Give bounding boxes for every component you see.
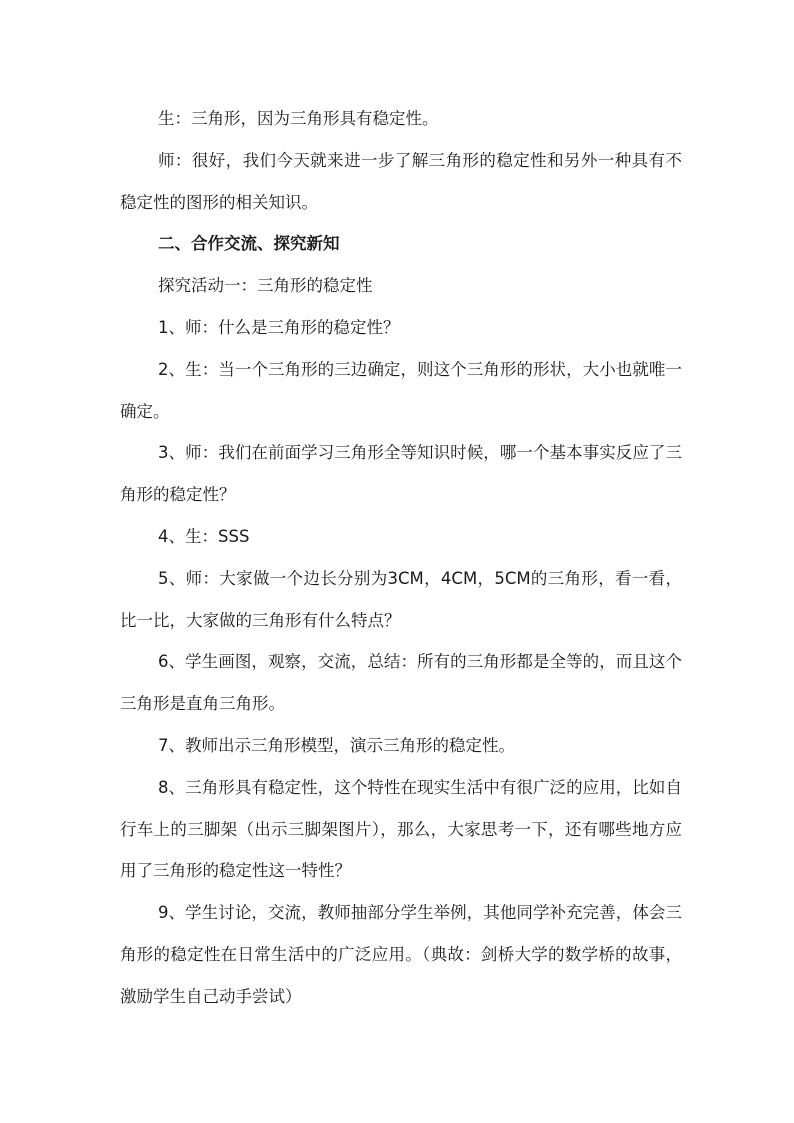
list-item-7: 7、教师出示三角形模型，演示三角形的稳定性。 [158,735,515,755]
document-body [120,98,682,1018]
list-item-1: 1、师：什么是三角形的稳定性？ [158,317,400,337]
section-heading: 二、合作交流、探究新知 [158,234,340,254]
list-item-5: 5、师：大家做一个边长分别为3CM，4CM，5CM的三角形，看一看，比一比，大家做的三角形有什么特点？ [120,568,682,630]
list-item-9: 9、学生讨论，交流，教师抽部分学生举例，其他同学补充完善，体会三角形的稳定性在日常生活中的广泛应用。（典故：剑桥大学的数学桥的故事，激励学生自己动手尝试） [120,903,682,1006]
list-item-6: 6、学生画图，观察，交流，总结：所有的三角形都是全等的，而且这个三角形是直角三角形。 [120,652,682,714]
list-item-4: 4、生：SSS [158,526,250,546]
list-item-8: 8、三角形具有稳定性，这个特性在现实生活中有很广泛的应用，比如自行车上的三脚架（出示三脚架图片），那么，大家思考一下，还有哪些地方应用了三角形的稳定性这一特性？ [120,777,682,881]
paragraph-teacher-intro: 师：很好，我们今天就来进一步了解三角形的稳定性和另外一种具有不稳定性的图形的相关知识。 [120,150,682,212]
list-item-3: 3、师：我们在前面学习三角形全等知识时候，哪一个基本事实反应了三角形的稳定性？ [120,443,682,505]
list-item-2: 2、生：当一个三角形的三边确定，则这个三角形的形状，大小也就唯一确定。 [120,359,682,421]
paragraph-student-answer: 生：三角形，因为三角形具有稳定性。 [158,109,439,128]
activity-title: 探究活动一：三角形的稳定性 [158,276,373,296]
